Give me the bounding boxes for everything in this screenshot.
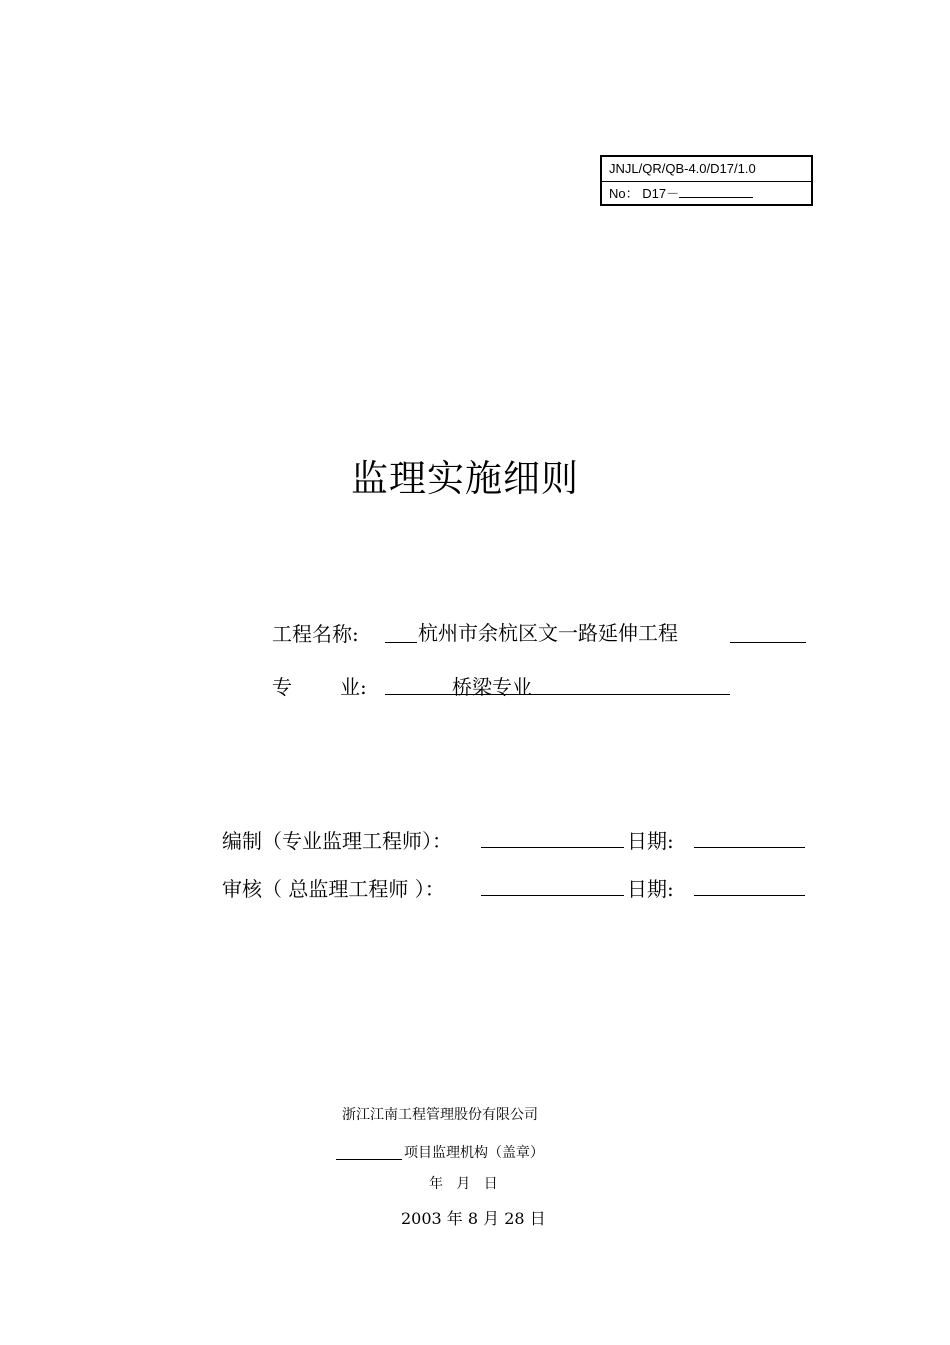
- document-number-blank: [679, 197, 753, 198]
- compiled-by-signature-line: [481, 847, 624, 848]
- compiled-by-label: 编制（专业监理工程师）：: [222, 829, 452, 853]
- compiled-date-label: 日期:: [627, 829, 674, 853]
- issue-date: 2003 年 8 月 28 日: [401, 1209, 546, 1228]
- document-code: JNJL/QR/QB-4.0/D17/1.0: [602, 157, 811, 182]
- reviewed-date-line: [694, 895, 805, 896]
- document-number-label: No：: [609, 186, 639, 201]
- specialty-label-b: 业:: [340, 675, 367, 699]
- project-name-value: 杭州市余杭区文一路延伸工程: [418, 621, 678, 645]
- document-number: [602, 182, 811, 207]
- compiled-date-line: [694, 847, 805, 848]
- project-supervision-org: 项目监理机构（盖章）: [404, 1145, 544, 1161]
- specialty-value: 桥梁专业: [452, 675, 532, 699]
- document-number-prefix: D17－: [642, 186, 680, 201]
- page-title: 监理实施细则: [351, 457, 579, 500]
- specialty-label-a: 专: [272, 675, 292, 699]
- project-name-underline-right: [730, 642, 806, 643]
- project-name-underline-left: [385, 642, 417, 643]
- reviewed-by-label: 审核（ 总监理工程师 ）：: [222, 877, 445, 901]
- specialty-underline: [385, 694, 730, 695]
- org-blank-line: [336, 1159, 402, 1160]
- company-name: 浙江江南工程管理股份有限公司: [342, 1107, 538, 1123]
- date-placeholder: 年 月 日: [429, 1176, 498, 1192]
- project-name-label: 工程名称:: [272, 622, 359, 646]
- reviewed-by-signature-line: [481, 895, 624, 896]
- document-code-box: [600, 155, 813, 206]
- reviewed-date-label: 日期:: [627, 877, 674, 901]
